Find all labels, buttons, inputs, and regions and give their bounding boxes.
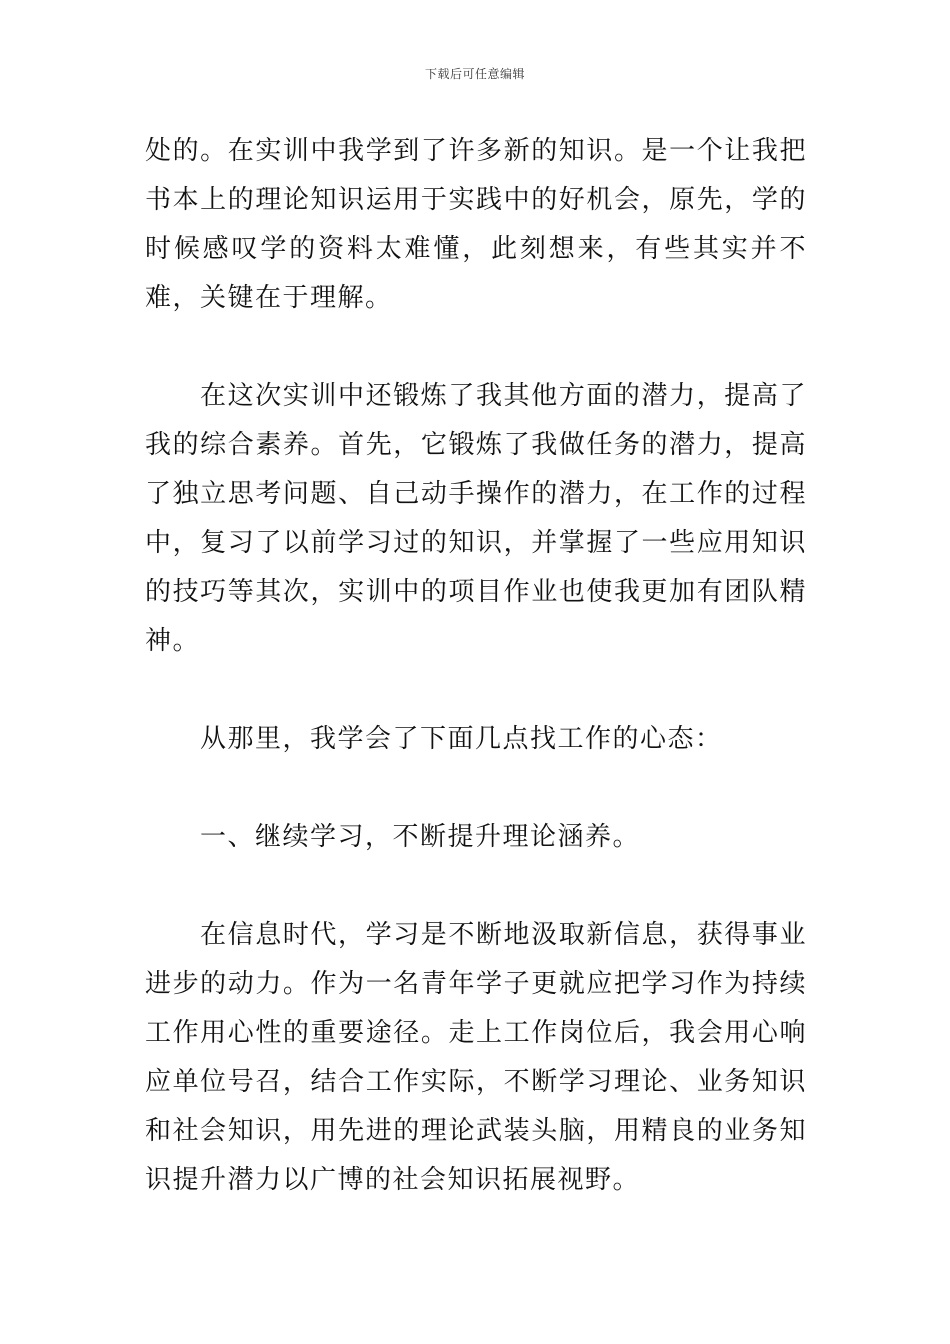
paragraph-information-age: 在信息时代，学习是不断地汲取新信息，获得事业进步的动力。作为一名青年学子更就应把学习作为持续工作用心性的重要途径。走上工作岗位后，我会用心响应单位号召，结合工作实际，不断学习理论、业务知识和社会知识，用先进的理论武装头脑，用精良的业务知识提升潜力以广博的社会知识拓展视野。 xyxy=(145,920,807,1195)
document-body xyxy=(145,127,807,1205)
page-header: 下载后可任意编辑 xyxy=(424,67,525,81)
paragraph-training-abilities: 在这次实训中还锻炼了我其他方面的潜力，提高了我的综合素养。首先，它锻炼了我做任务的潜力，提高了独立思考问题、自己动手操作的潜力，在工作的过程中，复习了以前学习过的知识，并掌握了一些应用知识的技巧等其次，实训中的项目作业也使我更加有团队精神。 xyxy=(145,381,807,656)
paragraph-job-mindset-intro: 从那里，我学会了下面几点找工作的心态： xyxy=(200,724,723,754)
paragraph-continued: 处的。在实训中我学到了许多新的知识。是一个让我把书本上的理论知识运用于实践中的好机会，原先，学的时候感叹学的资料太难懂，此刻想来，有些其实并不难，关键在于理解。 xyxy=(145,136,807,313)
section-heading-continue-learning: 一、继续学习，不断提升理论涵养。 xyxy=(200,822,641,852)
